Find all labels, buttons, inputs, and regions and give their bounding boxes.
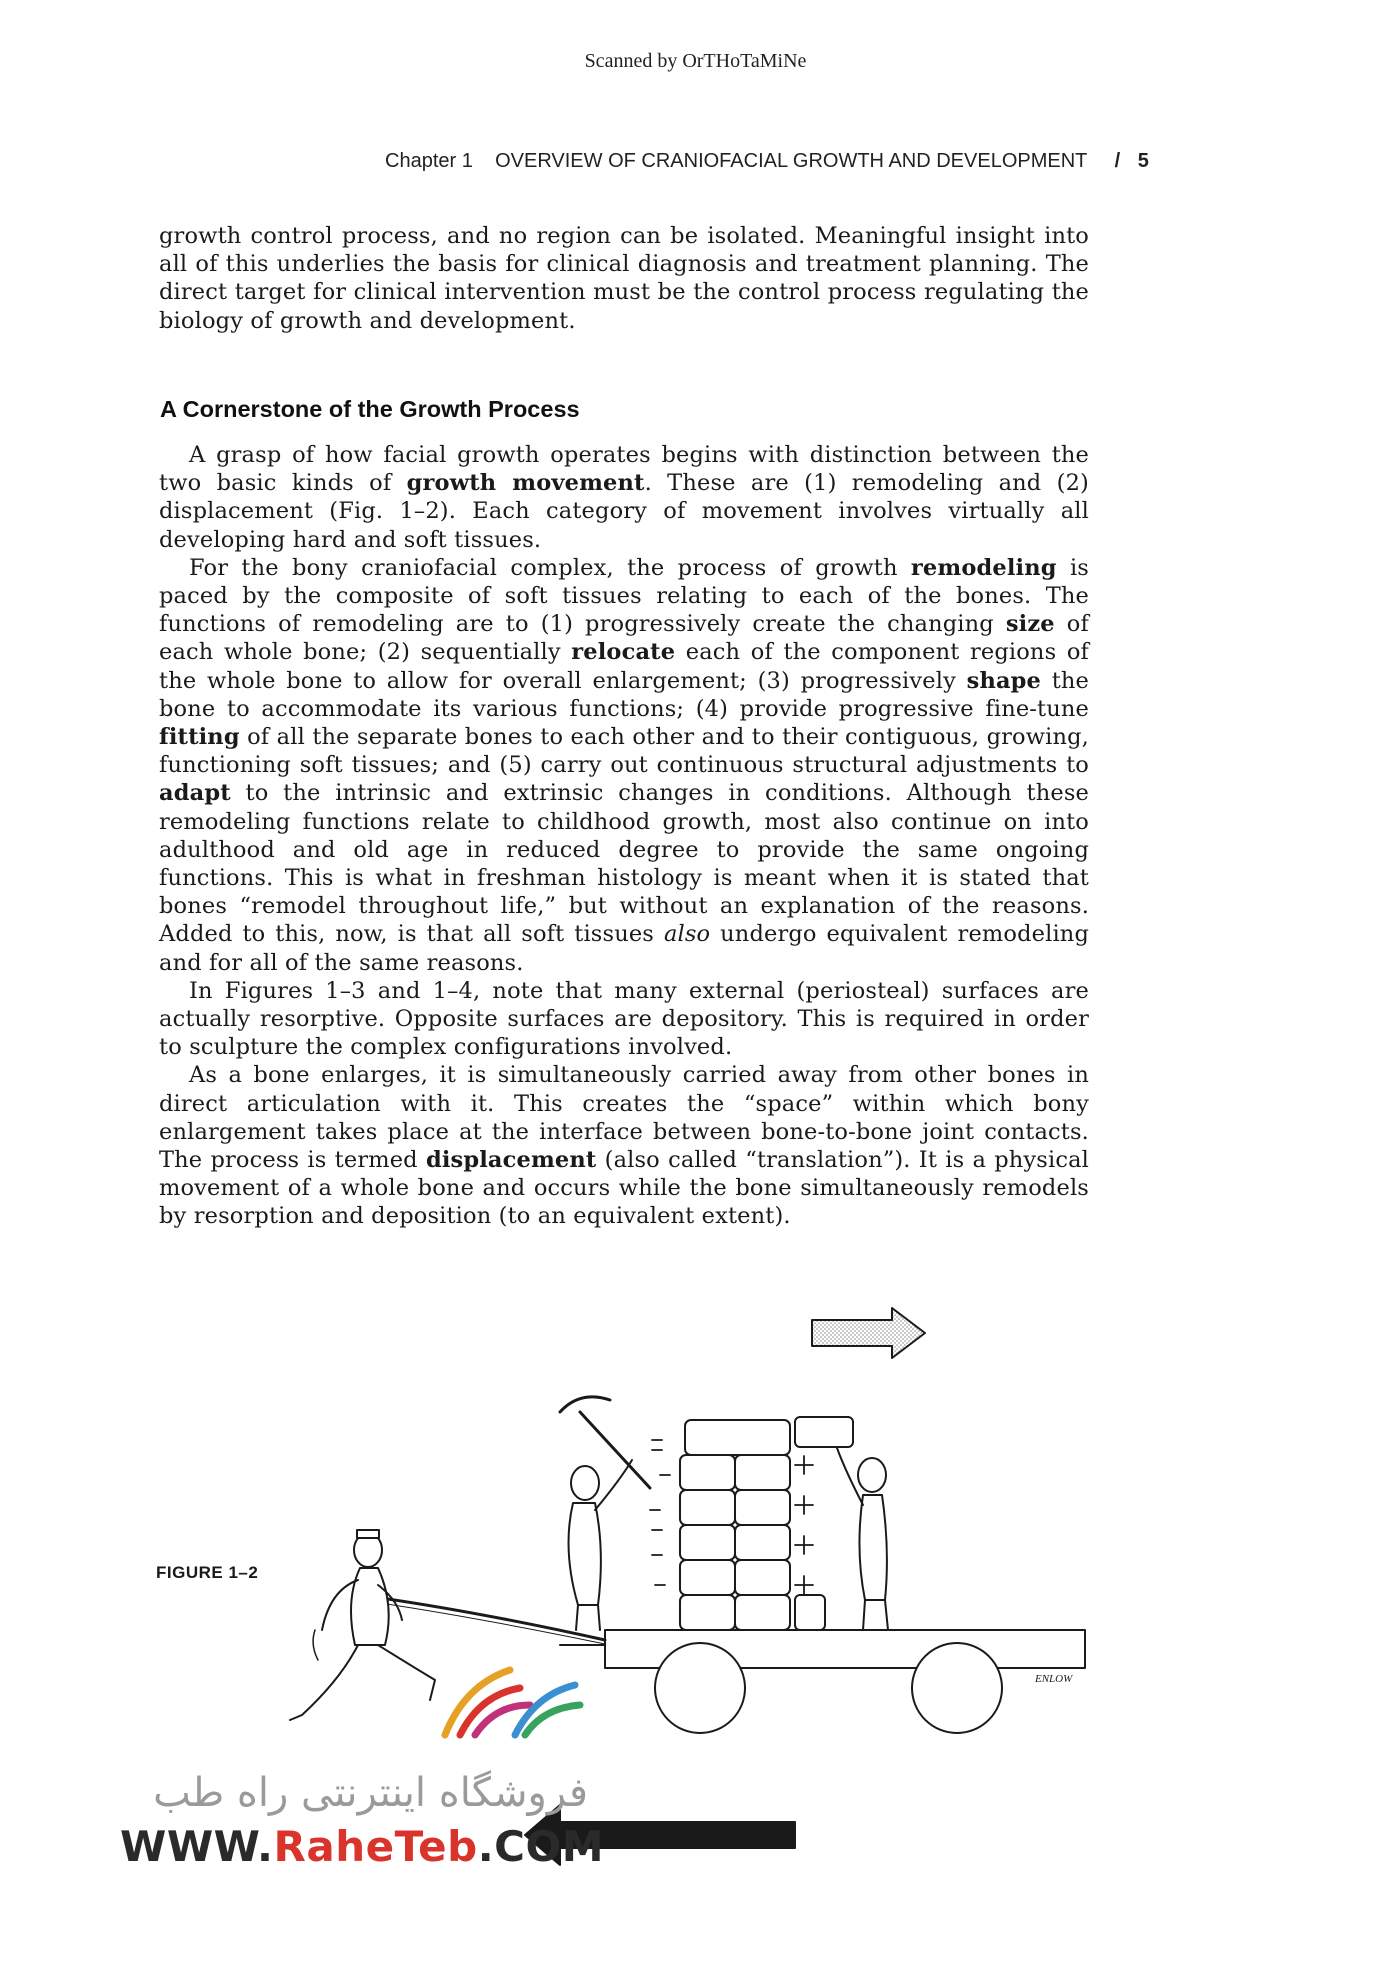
paragraph-1 [159,441,1089,554]
p2-text-e: each of the component regions of the whole bone to allow for overall enlargement; (3) progressively [159,639,1089,694]
p2-text-a: For the bony craniofacial complex, the process of growth [189,554,911,581]
running-head-title: OVERVIEW OF CRANIOFACIAL GROWTH AND DEVELOPMENT [495,150,1088,172]
p2-text-g: of all the separate bones to each other and to their contiguous, growing, functioning soft tissues; and (5) carry out continuous structural adjustments to [159,724,1089,779]
intro-paragraph: growth control process, and no region can be isolated. Meaningful insight into all of this underlies the basis for clinical diagnosis and treatment planning. The direct target for clinical intervention must be the control process regulating the biology of growth and development. [159,223,1089,334]
section-heading: A Cornerstone of the Growth Process [160,396,580,422]
running-head-chapter: Chapter 1 [385,150,473,172]
p2-bold-shape: shape [966,667,1042,694]
running-head [385,150,1265,173]
section-body [159,441,1089,1231]
p4-bold-displacement: displacement [425,1147,597,1174]
paragraph-2 [159,554,1089,977]
resorption-marks [650,1440,670,1585]
p2-bold-relocate: relocate [571,639,676,666]
bricklayer-figure [837,1448,888,1630]
deposition-marks [795,1456,813,1594]
p1-text-a: A grasp of how facial growth operates begins with distinction between the two basic kinds of [159,442,1089,497]
p1-text-c: . These are (1) remodeling and (2) displacement (Fig. 1–2). Each category of movement involves virtually all developing hard and soft tissues. [159,470,1089,553]
p2-bold-remodeling: remodeling [910,554,1057,581]
p4-text-a: As a bone enlarges, it is simultaneously carried away from other bones in direct articulation with it. This creates the “space” within which bony enlargement takes place at the interface between bone-to-bone joint contacts. The process is termed [159,1062,1089,1174]
paragraph-4 [159,1061,1089,1230]
watermark-url-suffix: .COM [477,1822,604,1871]
pickaxe-worker-figure [560,1397,650,1630]
p1-bold-growth-movement: growth movement [406,470,645,497]
running-man-figure [290,1530,435,1720]
remodeling-arrow-icon [812,1308,925,1358]
p4-text-c: (also called “translation”). It is a physical movement of a whole bone and occurs while the bone simultaneously remodels by resorption and deposition (to an equivalent extent). [159,1147,1089,1230]
p2-bold-fitting: fitting [159,724,240,751]
raheteb-logo-icon [425,1640,595,1750]
watermark-url-brand: RaheTeb [273,1822,478,1871]
p2-text-j: undergo equivalent remodeling and for all of the same reasons. [159,921,1089,976]
p2-bold-adapt: adapt [159,780,231,807]
page-number: 5 [1137,150,1149,172]
p2-text-d: of each whole bone; (2) sequentially [159,611,1089,666]
watermark-url-prefix: WWW. [120,1822,274,1871]
pickaxe-icon [560,1397,610,1412]
watermark-url [120,1822,604,1871]
cart-wheel-right [912,1643,1002,1733]
intro-paragraph-block [159,222,1089,335]
p2-bold-size: size [1005,611,1055,638]
paragraph-3: In Figures 1–3 and 1–4, note that many external (periosteal) surfaces are actually resorptive. Opposite surfaces are depository. This is required in order to sculpture the complex configurations involved. [159,977,1089,1061]
p2-text-c: is paced by the composite of soft tissues relating to each of the bones. The functions of remodeling are to (1) progressively create the changing [159,554,1089,638]
figure-label: FIGURE 1–2 [156,1563,259,1582]
artist-signature: ENLOW [1035,1673,1073,1685]
cart-wheel-left [655,1643,745,1733]
p2-text-h: to the intrinsic and extrinsic changes in conditions. Although these remodeling functions relate to childhood growth, most also continue on into adulthood and old age in reduced degree to provide the same ongoing functions. This is what in freshman histology is meant when it is stated that bones “remodel throughout life,” but without an explanation of the reasons. Added to this, now, is that all soft tissues [159,780,1089,948]
p2-text-f: the bone to accommodate its various functions; (4) provide progressive fine-tune [159,667,1090,722]
watermark-persian: فروشگاه اینترنتی راه طب [153,1770,588,1816]
scan-credit: Scanned by OrTHoTaMiNe [584,50,807,72]
p2-italic-also: also [663,921,711,948]
brick-wall [680,1417,853,1630]
running-head-separator: / [1114,150,1121,172]
